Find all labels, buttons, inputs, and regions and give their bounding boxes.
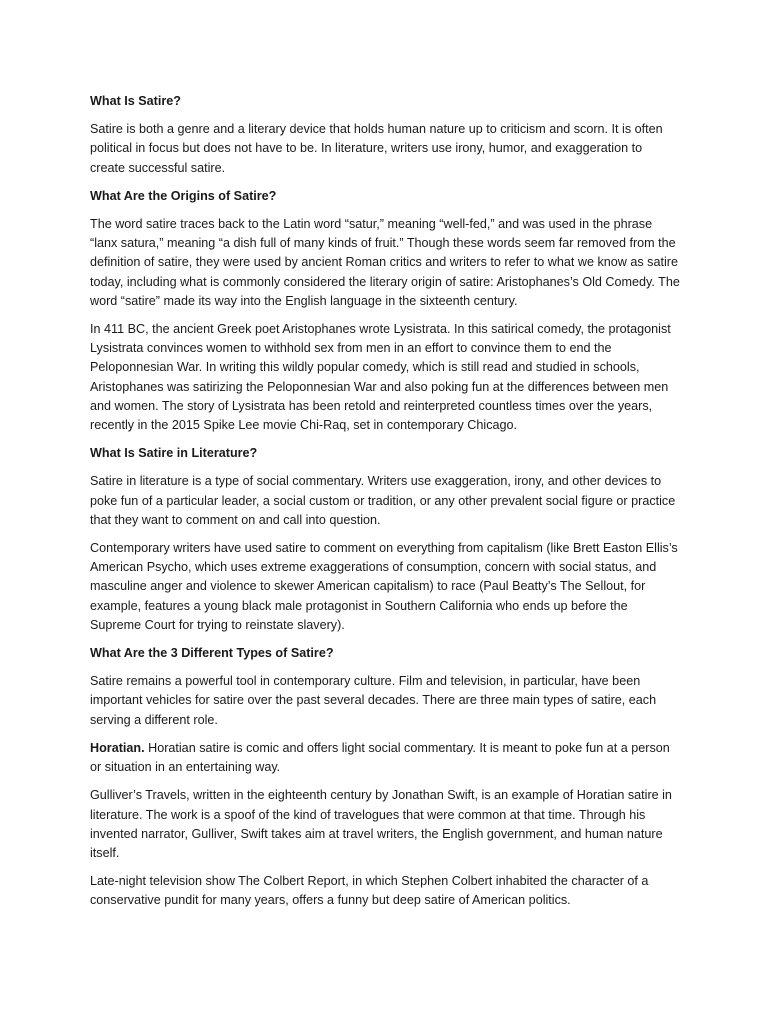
section-heading: What Are the 3 Different Types of Satire? [90, 646, 334, 661]
horatian-text: Horatian satire is comic and offers light social commentary. It is meant to poke fun at a person or situation in an entertaining way. [90, 740, 670, 775]
horatian-paragraph [90, 739, 680, 777]
section-heading: What Are the Origins of Satire? [90, 188, 277, 203]
document-body [90, 92, 680, 920]
horatian-label: Horatian. [90, 740, 145, 755]
paragraph: Gulliver’s Travels, written in the eighteenth century by Jonathan Swift, is an example of Horatian satire in literature. The work is a spoof of the kind of travelogues that were common at that time. Through his invented narrator, Gulliver, Swift takes aim at travel writers, the English government, and human nature itself. [90, 788, 672, 860]
paragraph: Satire is both a genre and a literary device that holds human nature up to criticism and scorn. It is often political in focus but does not have to be. In literature, writers use irony, humor, and exaggeration to create successful satire. [90, 122, 663, 175]
paragraph: Contemporary writers have used satire to comment on everything from capitalism (like Brett Easton Ellis’s American Psycho, which uses extreme exaggerations of consumption, concern with social status, and masculine anger and violence to skewer American capitalism) to race (Paul Beatty’s The Sellout, for example, features a young black male protagonist in Southern California who ends up before the Supreme Court for trying to reinstate slavery). [90, 541, 678, 632]
paragraph: Late-night television show The Colbert Report, in which Stephen Colbert inhabited the character of a conservative pundit for many years, offers a funny but deep satire of American politics. [90, 874, 649, 908]
paragraph: Satire in literature is a type of social commentary. Writers use exaggeration, irony, and other devices to poke fun of a particular leader, a social custom or tradition, or any other prevalent social figure or practice that they want to comment on and call into question. [90, 474, 676, 527]
paragraph: The word satire traces back to the Latin word “satur,” meaning “well-fed,” and was used in the phrase “lanx satura,” meaning “a dish full of many kinds of fruit.” Though these words seem far removed from the definition of satire, they were used by ancient Roman critics and writers to refer to what we know as satire today, including what is commonly considered the literary origin of satire: Aristophanes’s Old Comedy. The word “satire” made its way into the English language in the sixteenth century. [90, 217, 680, 308]
paragraph: In 411 BC, the ancient Greek poet Aristophanes wrote Lysistrata. In this satirical comedy, the protagonist Lysistrata convinces women to withhold sex from men in an effort to convince them to end the Peloponnesian War. In writing this wildly popular comedy, which is still read and studied in schools, Aristophanes was satirizing the Peloponnesian War and also poking fun at the differences between men and women. The story of Lysistrata has been retold and reinterpreted countless times over the years, recently in the 2015 Spike Lee movie Chi-Raq, set in contemporary Chicago. [90, 322, 671, 433]
paragraph: Satire remains a powerful tool in contemporary culture. Film and television, in particular, have been important vehicles for satire over the past several decades. There are three main types of satire, each serving a different role. [90, 674, 657, 727]
section-heading: What Is Satire in Literature? [90, 446, 258, 461]
section-heading: What Is Satire? [90, 94, 181, 108]
